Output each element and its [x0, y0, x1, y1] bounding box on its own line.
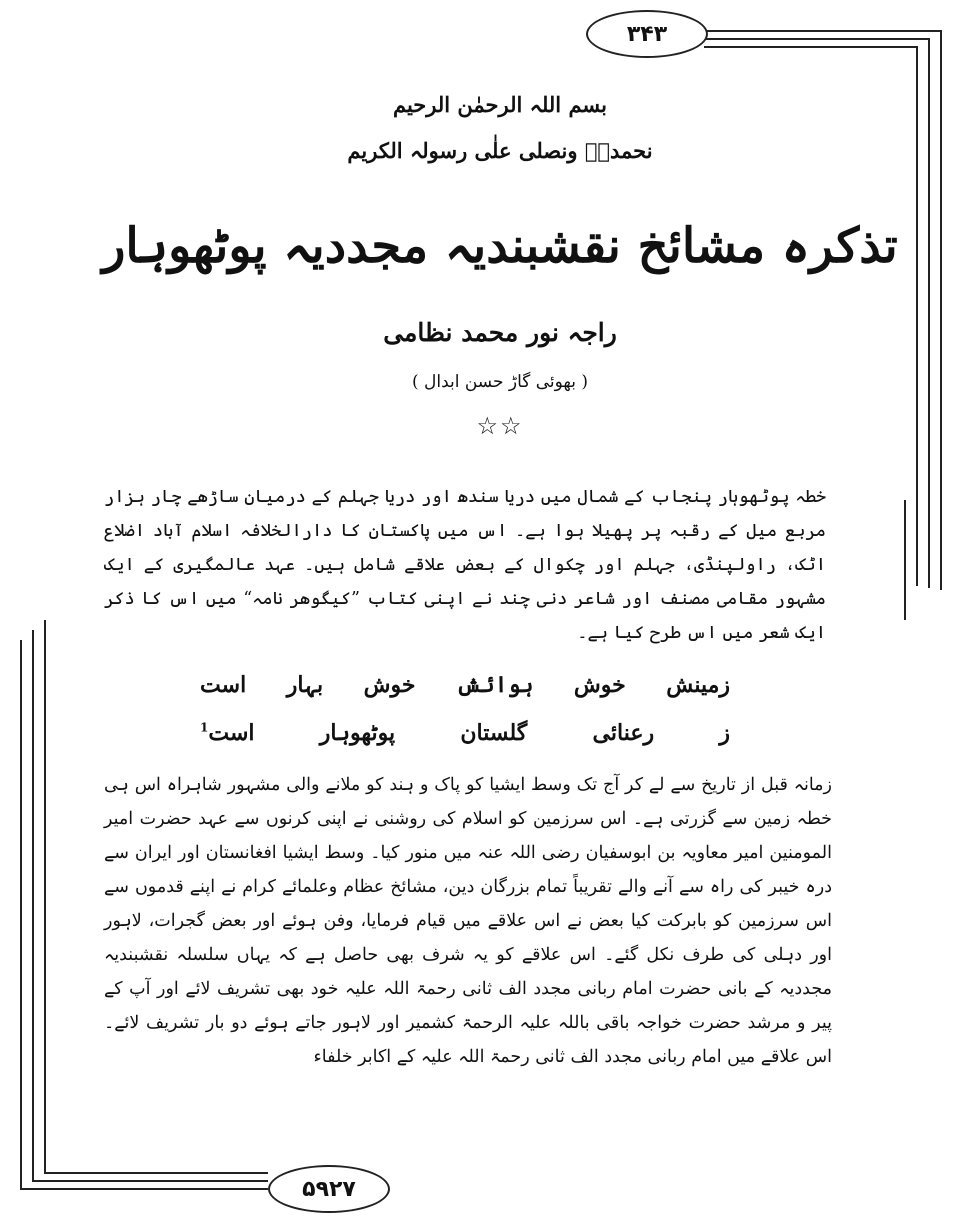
verse-word: خوش	[573, 672, 626, 698]
verse-word: زمینش	[666, 672, 730, 698]
verse-word: خوش	[363, 672, 416, 698]
page-number-bottom: ۵۹۲۷	[268, 1165, 390, 1213]
author-location: ( بھوئی گاڑ حسن ابدال )	[411, 372, 589, 392]
verse-word: ز	[719, 720, 730, 746]
verse-word: ہوائش	[456, 672, 534, 698]
basmala: بسم اللہ الرحمٰن الرحیم	[392, 92, 608, 117]
verse-word: بہار	[286, 672, 324, 698]
verse-word: است	[208, 720, 255, 746]
verse-word: گلستان	[460, 720, 528, 746]
verse-word: پوٹھوہار	[319, 720, 396, 746]
page-title: تذکرہ مشائخ نقشبندیہ مجددیہ پوٹھوہار	[102, 218, 898, 274]
verse-word: است	[200, 672, 247, 698]
author-name: راجہ نور محمد نظامی	[383, 318, 617, 347]
footnote-mark: 1	[200, 720, 209, 735]
verse-line-2	[200, 720, 730, 746]
verse-word: رعنائی	[592, 720, 655, 746]
paragraph-2: زمانہ قبل از تاریخ سے لے کر آج تک وسط ایشیا کو پاک و ہند کو ملانے والی مشہور شاہراہ اس ہی خطہ زمین سے گزرتی ہے۔ اس سرزمین کو اسلام کی روشنی نے اپنی کرنوں سے عہد حضرت امیر المومنین امیر معاویہ بن ابوسفیان رضی اللہ عنہ میں منور کیا۔ وسط ایشیا افغانستان اور ایران سے درہ خیبر کی راہ سے آنے والے تقریباً تمام بزرگان دین، مشائخ عظام وعلمائے کرام نے اپنے قدموں سے اس سرزمین کو بابرکت کیا بعض نے اس علاقے میں قیام فرمایا، وفن ہوئے اور بعض گجرات، لاہور اور دہلی کی طرف نکل گئے۔ اس علاقے کو یہ شرف بھی حاصل ہے کہ یہاں سلسلہ نقشبندیہ مجددیہ کے بانی حضرت امام ربانی مجدد الف ثانی رحمۃ اللہ علیہ خود بھی تشریف لائے اور آپ کے پیر و مرشد حضرت خواجہ باقی باللہ علیہ الرحمۃ کشمیر اور لاہور جاتے ہوئے دو بار تشریف لائے۔ اس علاقے میں امام ربانی مجدد الف ثانی رحمۃ اللہ علیہ کے اکابر خلفاء	[104, 775, 832, 1067]
verse-word-last	[200, 720, 255, 746]
salutation: نحمدہٗ ونصلی علٰی رسولہ الکریم	[347, 138, 653, 163]
paragraph-1: خطہ پوٹھوہار پنجاب کے شمال میں دریا سندھ اور دریا جہلم کے درمیان ساڑھے چار ہزار مربع میل کے رقبہ پر پھیلا ہوا ہے۔ اس میں پاکستان کا دارالخلافہ اسلام آباد اضلاع اٹک، راولپنڈی، جہلم اور چکوال کے بعض علاقے شامل ہیں۔ عہد عالمگیری کے ایک مشہور مقامی مصنف اور شاعر دنی چند نے اپنی کتاب ”کیگوھر نامہ“ میں اس کا ذکر ایک شعر میں اس طرح کیا ہے۔	[104, 487, 826, 643]
page-number-top: ۳۴۳	[586, 10, 708, 58]
verse-line-1	[200, 672, 730, 698]
star-ornament: ☆☆	[476, 412, 524, 440]
